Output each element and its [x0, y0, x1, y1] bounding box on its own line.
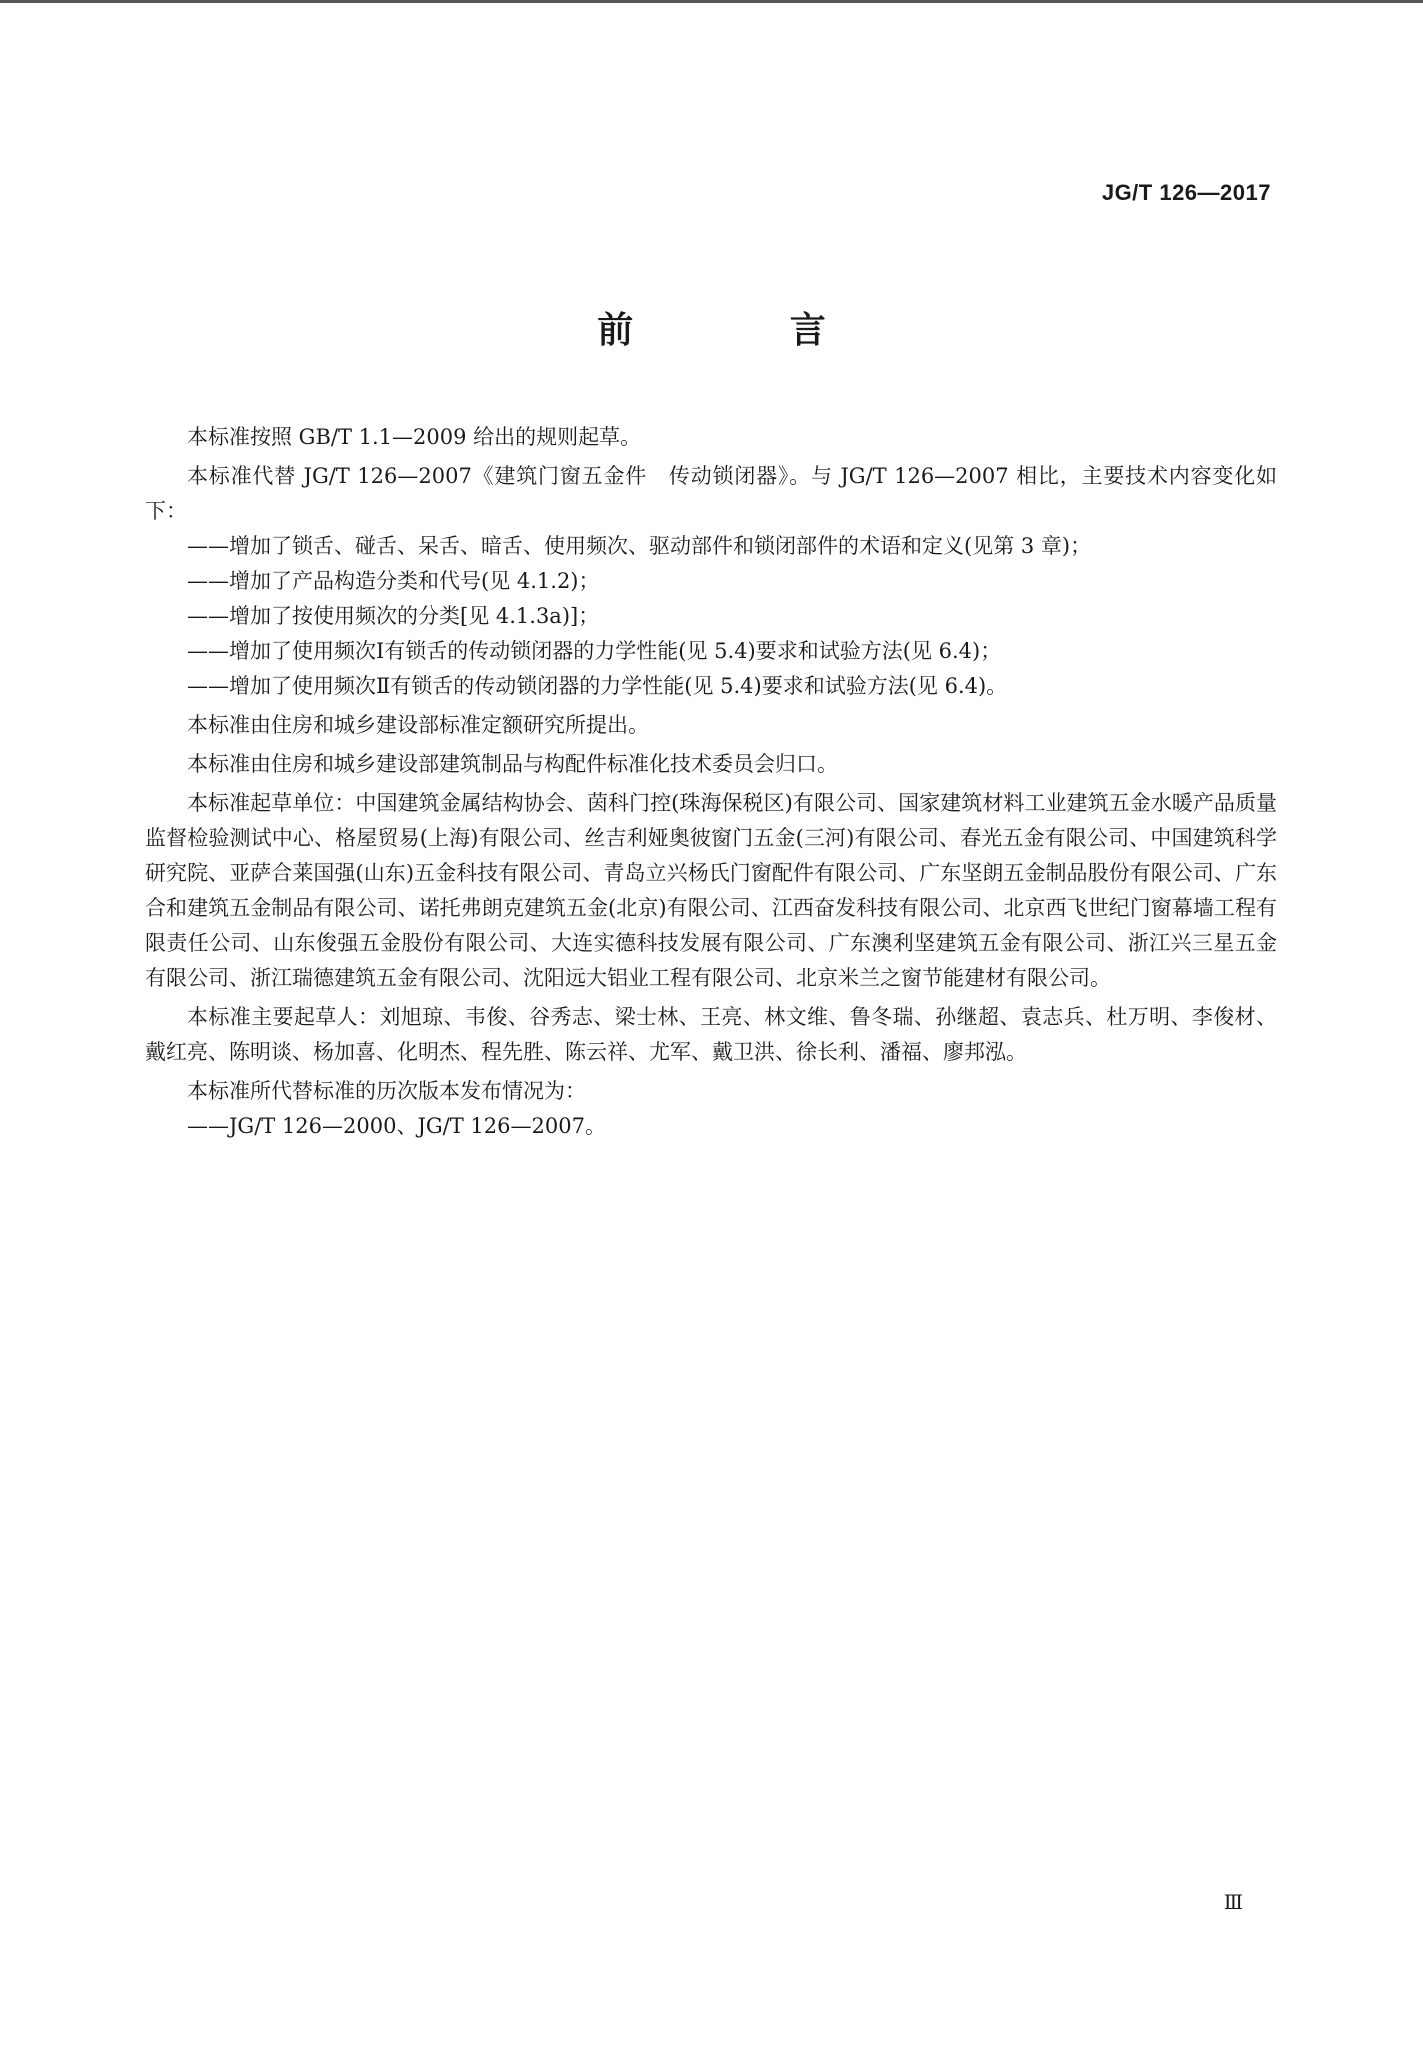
paragraph-drafting-rules: 本标准按照 GB/T 1.1—2009 给出的规则起草。: [187, 425, 642, 449]
change-item: —— 增加了按使用频次的分类[见 4.1.3a)]；: [145, 599, 1277, 634]
paragraph-history: 本标准所代替标准的历次版本发布情况为：: [187, 1079, 586, 1103]
change-item: —— 增加了锁舌、碰舌、呆舌、暗舌、使用频次、驱动部件和锁闭部件的术语和定义(见第 3 章)；: [145, 529, 1277, 564]
page-number: Ⅲ: [1223, 1890, 1243, 1914]
standard-code: JG/T 126—2017: [1101, 180, 1271, 205]
paragraph-drafting-units: 本标准起草单位：中国建筑金属结构协会、茵科门控(珠海保税区)有限公司、国家建筑材料工业建筑五金水暖产品质量监督检验测试中心、格屋贸易(上海)有限公司、丝吉利娅奥彼窗门五金(三河)有限公司、春光五金有限公司、中国建筑科学研究院、亚萨合莱国强(山东)五金科技有限公司、青岛立兴杨氏门窗配件有限公司、广东坚朗五金制品股份有限公司、广东合和建筑五金制品有限公司、诺托弗朗克建筑五金(北京)有限公司、江西奋发科技有限公司、北京西飞世纪门窗幕墙工程有限责任公司、山东俊强五金股份有限公司、大连实德科技发展有限公司、广东澳利坚建筑五金有限公司、浙江兴三星五金有限公司、浙江瑞德建筑五金有限公司、沈阳远大铝业工程有限公司、北京米兰之窗节能建材有限公司。: [145, 791, 1277, 990]
change-item: —— 增加了使用频次Ⅰ有锁舌的传动锁闭器的力学性能(见 5.4)要求和试验方法(见 6.4)；: [145, 634, 1277, 669]
change-item: —— 增加了使用频次Ⅱ有锁舌的传动锁闭器的力学性能(见 5.4)要求和试验方法(见 6.4)。: [145, 669, 1277, 704]
document-body: [145, 420, 1277, 1144]
history-item: —— JG/T 126—2000、JG/T 126—2007。: [145, 1109, 1277, 1144]
paragraph-proposer: 本标准由住房和城乡建设部标准定额研究所提出。: [187, 713, 649, 737]
paragraph-replacement: 本标准代替 JG/T 126—2007《建筑门窗五金件 传动锁闭器》。与 JG/T 126—2007 相比，主要技术内容变化如下：: [145, 464, 1277, 523]
change-item: —— 增加了产品构造分类和代号(见 4.1.2)；: [145, 564, 1277, 599]
page-title: 前 言: [597, 310, 898, 351]
paragraph-drafters: 本标准主要起草人：刘旭琼、韦俊、谷秀志、梁士林、王亮、林文维、鲁冬瑞、孙继超、袁志兵、杜万明、李俊材、戴红亮、陈明谈、杨加喜、化明杰、程先胜、陈云祥、尤军、戴卫洪、徐长利、潘福、廖邦泓。: [145, 1005, 1277, 1064]
top-border-line: [0, 0, 1423, 3]
paragraph-committee: 本标准由住房和城乡建设部建筑制品与构配件标准化技术委员会归口。: [187, 752, 838, 776]
